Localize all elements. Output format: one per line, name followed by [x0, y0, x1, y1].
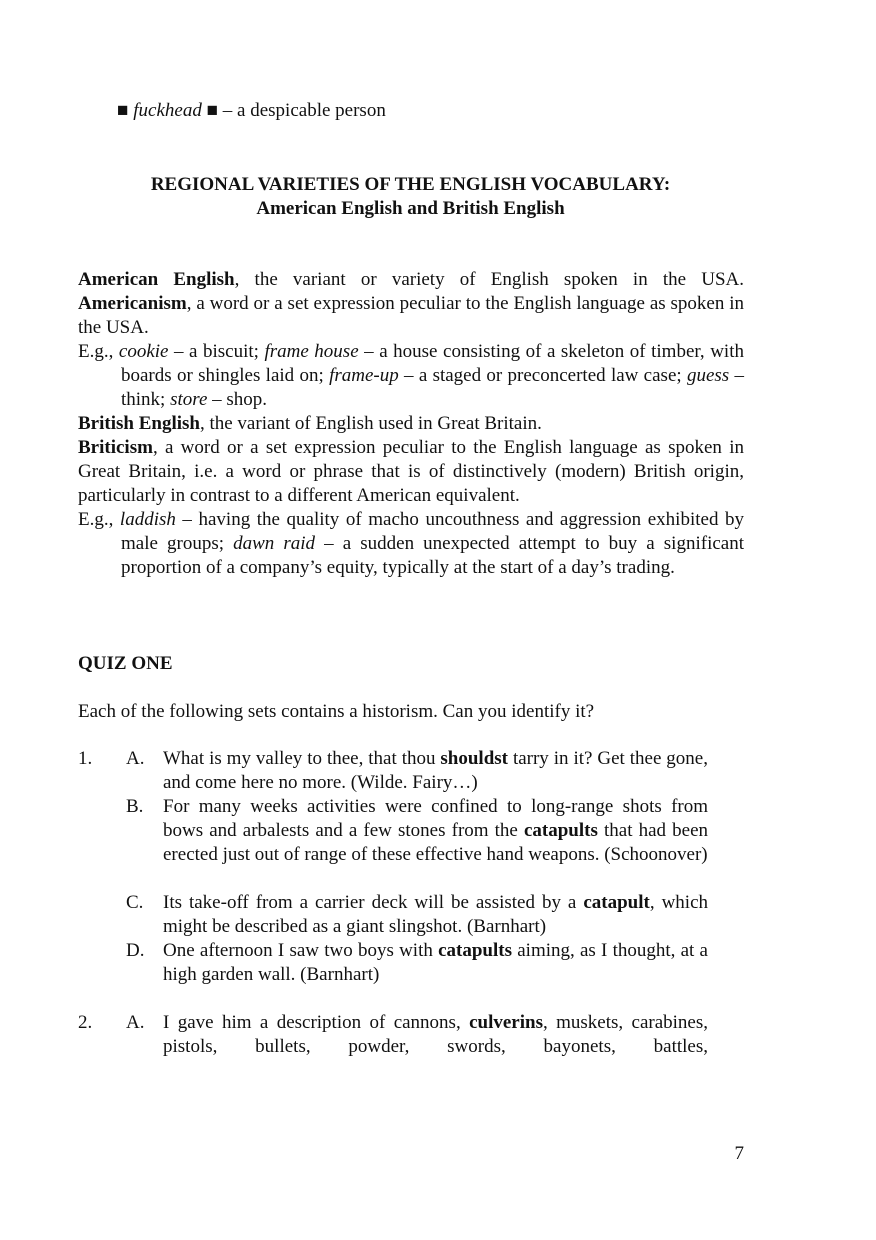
highlighted-word: catapults	[438, 940, 512, 961]
british-examples	[78, 508, 744, 580]
briticism-definition	[78, 436, 744, 508]
section-title: REGIONAL VARIETIES OF THE ENGLISH VOCABULARY:	[150, 174, 671, 195]
example-definition: – having the quality of macho uncouthness and aggression exhibited by male groups;	[121, 509, 744, 554]
section-subtitle: American English and British English	[256, 198, 565, 219]
term-definition: , a word or a set expression peculiar to the English language as spoken in Great Britain, i.e. a word or phrase that is of distinctively (modern) British origin, particularly in contrast to a different American equivalent.	[78, 437, 744, 506]
eg-label: E.g.,	[78, 509, 114, 530]
example-word: store	[170, 389, 208, 410]
slang-entry	[117, 99, 386, 123]
example-definition: – a biscuit;	[168, 341, 265, 362]
question-number: 1.	[78, 748, 93, 769]
highlighted-word: culverins	[469, 1012, 543, 1033]
example-word: laddish	[119, 509, 176, 530]
highlighted-word: catapult	[583, 892, 650, 913]
page-number: 7	[734, 1143, 744, 1164]
term: Briticism	[78, 437, 153, 458]
option-text: For many weeks activities were confined to long-range shots from bows and arbalests and a few stones from the	[163, 796, 708, 841]
option-d-text	[163, 939, 708, 987]
american-english-definition	[78, 268, 744, 292]
option-letter: C.	[126, 892, 144, 913]
term: British English	[78, 413, 200, 434]
eg-label: E.g.,	[78, 341, 114, 362]
bullet-marker: ■	[206, 100, 219, 121]
slang-term: fuckhead	[133, 100, 202, 121]
example-word: frame-up	[329, 365, 399, 386]
option-letter: A.	[126, 748, 145, 769]
quiz-instructions: Each of the following sets contains a historism. Can you identify it?	[78, 701, 595, 722]
option-a-text	[163, 1011, 708, 1059]
option-letter: A.	[126, 1012, 145, 1033]
option-c-text	[163, 891, 708, 939]
question-number: 2.	[78, 1012, 93, 1033]
option-text: tarry in it? Get thee gone, and come here no more. (Wilde. Fairy…)	[163, 748, 708, 793]
highlighted-word: catapults	[523, 820, 598, 841]
option-text: What is my valley to thee, that thou	[163, 748, 441, 769]
example-definition: – a sudden unexpected attempt to buy a significant proportion of a company’s equity, typically at the start of a day’s trading.	[121, 533, 744, 578]
option-text: One afternoon I saw two boys with	[163, 940, 439, 961]
example-word: dawn raid	[233, 533, 316, 554]
term: American English	[78, 269, 235, 290]
example-word: guess	[686, 365, 730, 386]
term-definition: , the variant or variety of English spoken in the USA.	[234, 269, 744, 290]
example-definition: – a house consisting of a skeleton of timber, with boards or shingles laid on;	[121, 341, 744, 386]
option-b-text	[163, 795, 708, 867]
option-text: Its take-off from a carrier deck will be assisted by a	[163, 892, 584, 913]
option-a-text	[163, 747, 708, 795]
option-text: that had been erected just out of range of these effective hand weapons. (Schoonover)	[163, 820, 709, 865]
example-definition: – a staged or preconcerted law case;	[398, 365, 687, 386]
american-examples	[78, 340, 744, 412]
example-word: frame house	[264, 341, 359, 362]
option-letter: B.	[126, 796, 144, 817]
slang-definition: – a despicable person	[222, 100, 386, 121]
example-definition: – think;	[121, 365, 745, 410]
term-definition: , a word or a set expression peculiar to the English language as spoken in the USA.	[78, 293, 744, 338]
highlighted-word: shouldst	[440, 748, 509, 769]
bullet-marker: ■	[117, 100, 129, 121]
option-text: aiming, as I thought, at a high garden wall. (Barnhart)	[163, 940, 708, 985]
british-english-definition	[78, 412, 744, 436]
example-definition: – shop.	[207, 389, 268, 410]
term: Americanism	[78, 293, 187, 314]
americanism-definition	[78, 292, 744, 340]
option-text: , which might be described as a giant slingshot. (Barnhart)	[163, 892, 709, 937]
quiz-title: QUIZ ONE	[78, 653, 173, 674]
option-letter: D.	[126, 940, 145, 961]
term-definition: , the variant of English used in Great Britain.	[199, 413, 542, 434]
option-text: I gave him a description of cannons,	[163, 1012, 470, 1033]
example-word: cookie	[118, 341, 169, 362]
option-text: , muskets, carabines, pistols, bullets, powder, swords, bayonets, battles,	[163, 1012, 708, 1057]
